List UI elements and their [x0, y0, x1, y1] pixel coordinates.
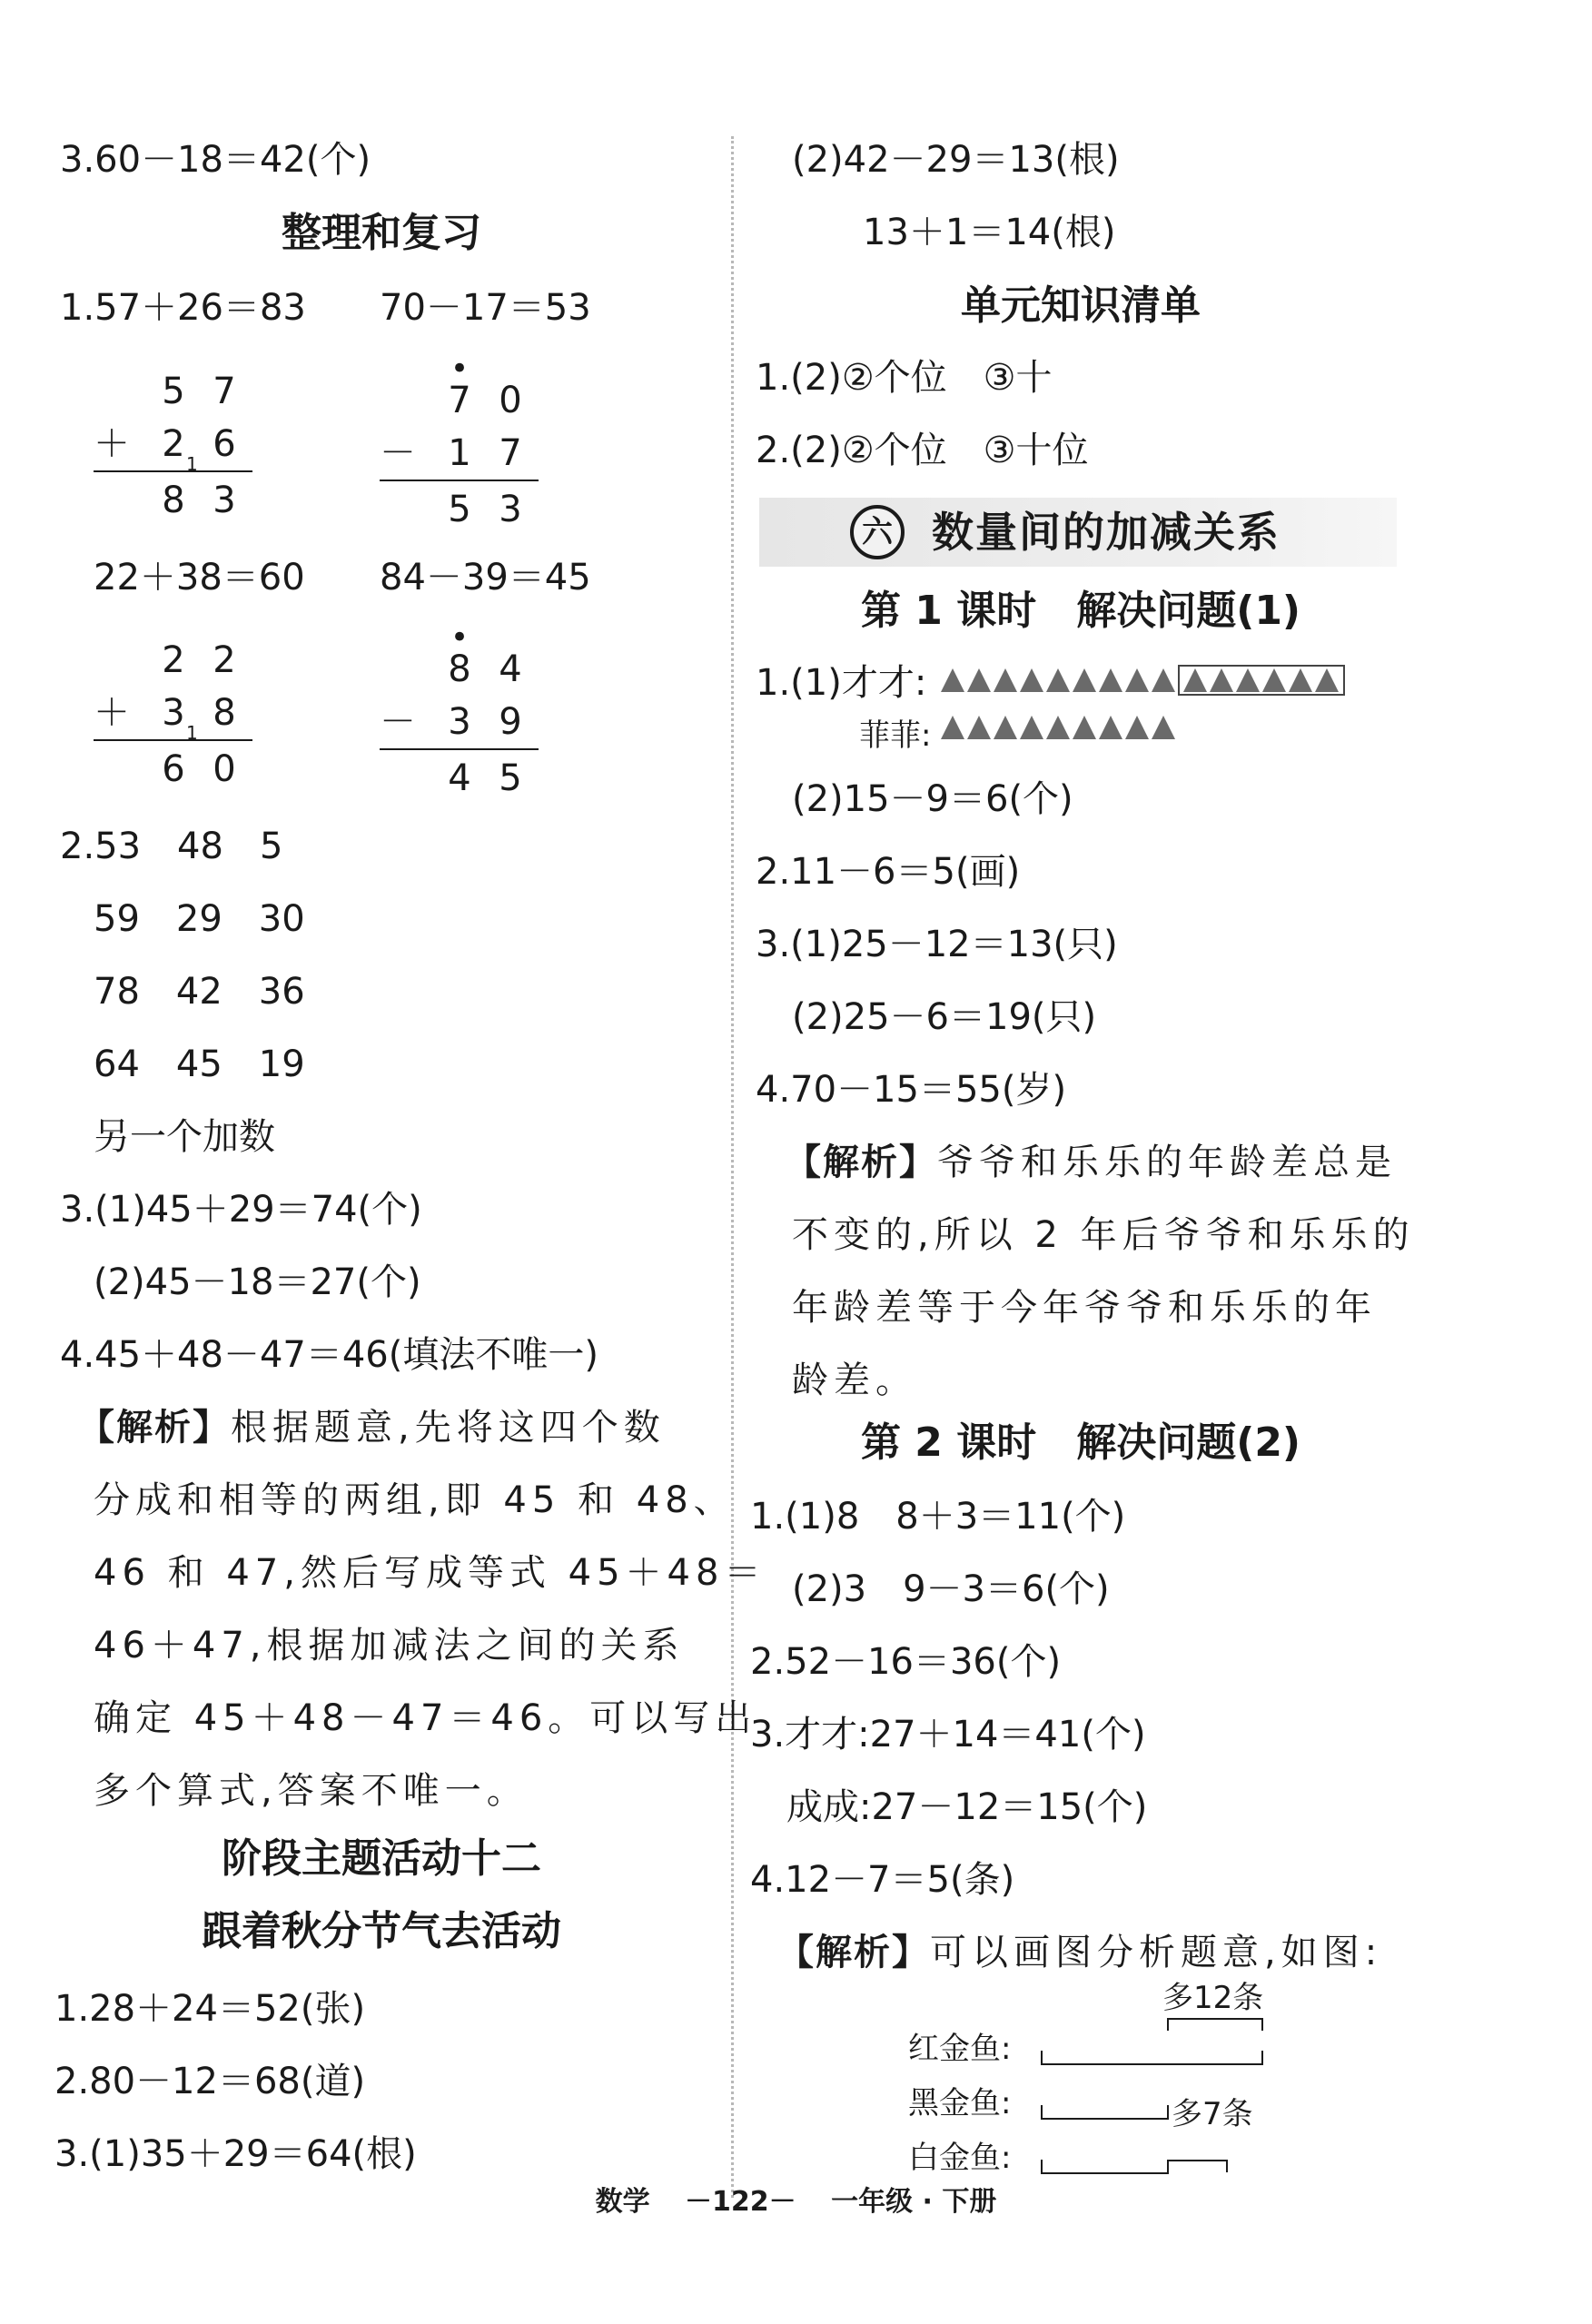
- answer-line: 2.52－16＝36(个): [750, 1641, 1062, 1683]
- triangle-icon: [1183, 668, 1207, 692]
- brace-left: [1167, 2018, 1169, 2031]
- answer-line: 成成:27－12＝15(个): [786, 1786, 1148, 1828]
- label-red-goldfish: 红金鱼:: [908, 2031, 1012, 2067]
- triangle-icon: [1236, 668, 1260, 692]
- triangle-icon: [1020, 716, 1043, 739]
- triangle-icon: [967, 716, 991, 739]
- answer-line: 4.45＋48－47＝46(填法不唯一): [60, 1334, 598, 1376]
- section-title: 阶段主题活动十二: [222, 1835, 541, 1882]
- triangle-icon: [1125, 668, 1149, 692]
- triangle-icon: [1262, 668, 1286, 692]
- tick-end: [1261, 2051, 1263, 2065]
- answer-line: 2.11－6＝5(画): [756, 851, 1021, 893]
- explanation-line: 46＋47,根据加减法之间的关系: [94, 1625, 685, 1666]
- triangle-row-feifei: [941, 716, 1178, 748]
- answer-line: 13＋1＝14(根): [863, 212, 1116, 253]
- triangle-icon: [967, 668, 991, 692]
- vertical-calc-add: 2 2 ＋ 3 1 8 6 0: [94, 634, 257, 796]
- answer-line: 70－17＝53: [380, 287, 591, 329]
- label-more-7: 多7条: [1172, 2096, 1253, 2132]
- triangle-row-caicai: [941, 665, 1345, 697]
- extra-triangles-box: [1178, 665, 1345, 696]
- unit-banner: [759, 498, 1397, 567]
- vertical-calc-sub: • 8 4 － 3 9 4 5: [380, 643, 543, 805]
- segment-white: [1041, 2172, 1167, 2174]
- answer-line: (2)15－9＝6(个): [792, 778, 1073, 820]
- label-white-goldfish: 白金鱼:: [908, 2140, 1012, 2176]
- answer-line: 1.(1)才才:: [756, 662, 927, 704]
- column-divider: [731, 136, 734, 2198]
- tick-end: [1167, 2160, 1169, 2174]
- triangle-icon: [1046, 668, 1070, 692]
- answer-line: 3.60－18＝42(个): [60, 139, 371, 181]
- triangle-icon: [1073, 668, 1096, 692]
- vertical-calc-sub: • 7 0 － 1 7 5 3: [380, 374, 543, 536]
- segment-black: [1041, 2118, 1167, 2120]
- answer-line: 2.80－12＝68(道): [54, 2061, 366, 2102]
- section-title: 第 2 课时 解决问题(2): [860, 1419, 1301, 1466]
- answer-line: 59 29 30: [94, 898, 305, 940]
- label-more-12: 多12条: [1162, 1980, 1264, 2016]
- triangle-icon: [1046, 716, 1070, 739]
- goldfish-line-diagram: [908, 1980, 1290, 2189]
- answer-line: 1.(2)②个位 ③十: [756, 357, 1053, 399]
- vertical-calc-add: 5 7 ＋ 2 1 6 8 3: [94, 365, 257, 527]
- explanation-line: 龄差。: [792, 1360, 917, 1401]
- triangle-icon: [941, 668, 964, 692]
- triangle-icon: [1020, 668, 1043, 692]
- triangle-icon: [1152, 716, 1175, 739]
- triangle-icon: [1125, 716, 1149, 739]
- explanation-tag: 【解析】: [78, 1407, 231, 1449]
- footer-grade: 一年级 · 下册: [831, 2186, 997, 2218]
- triangle-icon: [1152, 668, 1175, 692]
- triangle-icon: [1099, 716, 1122, 739]
- answer-line: 4.70－15＝55(岁): [756, 1069, 1067, 1111]
- triangle-icon: [1099, 668, 1122, 692]
- explanation-tag: 【解析】: [777, 1932, 930, 1973]
- label-black-goldfish: 黑金鱼:: [908, 2085, 1012, 2121]
- answer-line: 1.57＋26＝83: [60, 287, 306, 329]
- explanation-line: 【解析】爷爷和乐乐的年龄差总是: [785, 1142, 1397, 1183]
- answer-line: (2)45－18＝27(个): [94, 1261, 421, 1303]
- unit-number-badge: 六: [850, 505, 905, 559]
- answer-line: 2.(2)②个位 ③十位: [756, 430, 1089, 471]
- explanation-line: 分成和相等的两组,即 45 和 48、: [94, 1479, 736, 1521]
- answer-line: 1.(1)8 8＋3＝11(个): [750, 1496, 1126, 1538]
- explanation-line: 多个算式,答案不唯一。: [94, 1770, 529, 1812]
- answer-line: (2)25－6＝19(只): [792, 996, 1097, 1038]
- explanation-line: 【解析】根据题意,先将这四个数: [78, 1407, 666, 1449]
- explanation-line: 年龄差等于今年爷爷和乐乐的年: [792, 1287, 1377, 1329]
- answer-line: 78 42 36: [94, 971, 305, 1013]
- footer-subject: 数学: [595, 2186, 650, 2218]
- answer-line: (2)42－29＝13(根): [792, 139, 1120, 181]
- section-title: 单元知识清单: [961, 282, 1201, 329]
- explanation-line: 46 和 47,然后写成等式 45＋48＝: [94, 1552, 766, 1594]
- answer-line: 3.(1)35＋29＝64(根): [54, 2133, 417, 2175]
- section-title: 整理和复习: [282, 210, 481, 256]
- answer-line: (2)3 9－3＝6(个): [792, 1568, 1110, 1610]
- answer-line: 菲菲:: [859, 717, 932, 754]
- section-title: 跟着秋分节气去活动: [202, 1908, 561, 1954]
- answer-line: 84－39＝45: [380, 557, 591, 598]
- triangle-icon: [1210, 668, 1233, 692]
- triangle-icon: [1289, 668, 1312, 692]
- brace-top: [1167, 2018, 1261, 2020]
- answer-line: 1.28＋24＝52(张): [54, 1988, 366, 2030]
- explanation-line: 不变的,所以 2 年后爷爷和乐乐的: [792, 1214, 1415, 1256]
- answer-line: 3.(1)45＋29＝74(个): [60, 1189, 422, 1231]
- brace-7-top: [1167, 2160, 1226, 2161]
- answer-line: 22＋38＝60: [94, 557, 305, 598]
- unit-title: 数量间的加减关系: [932, 508, 1281, 557]
- triangle-icon: [1315, 668, 1339, 692]
- answer-line: 3.才才:27＋14＝41(个): [750, 1714, 1146, 1755]
- explanation-line: 确定 45＋48－47＝46。可以写出: [94, 1697, 757, 1739]
- triangle-icon: [994, 668, 1017, 692]
- triangle-icon: [941, 716, 964, 739]
- footer-page-number: －122－: [685, 2186, 796, 2218]
- explanation-line: 【解析】可以画图分析题意,如图:: [777, 1932, 1383, 1973]
- page-footer: [0, 2184, 1592, 2220]
- section-title: 第 1 课时 解决问题(1): [860, 588, 1301, 634]
- answer-line: 另一个加数: [94, 1116, 275, 1158]
- brace-right: [1261, 2018, 1263, 2031]
- answer-line: 2.53 48 5: [60, 826, 283, 867]
- tick-end: [1167, 2105, 1169, 2120]
- answer-line: 64 45 19: [94, 1043, 305, 1085]
- segment-red: [1041, 2063, 1261, 2065]
- answer-line: 3.(1)25－12＝13(只): [756, 924, 1118, 965]
- brace-7-right: [1226, 2160, 1228, 2172]
- answer-line: 4.12－7＝5(条): [750, 1859, 1015, 1901]
- explanation-tag: 【解析】: [785, 1142, 937, 1183]
- triangle-icon: [1073, 716, 1096, 739]
- triangle-icon: [994, 716, 1017, 739]
